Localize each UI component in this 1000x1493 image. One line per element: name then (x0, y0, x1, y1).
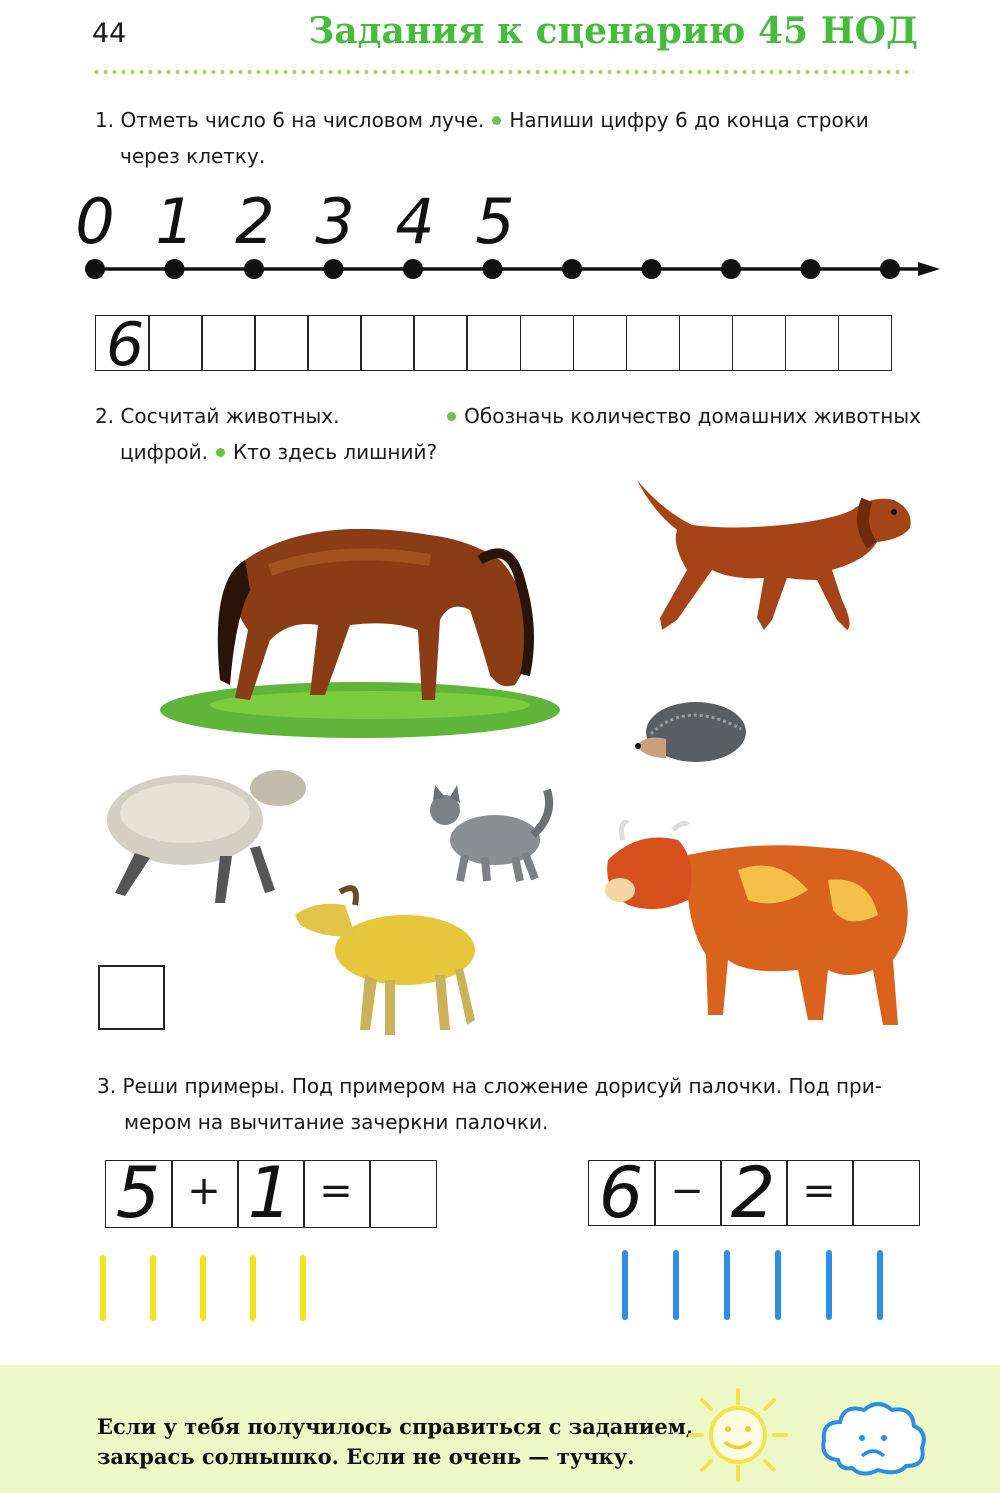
bullet-icon (216, 448, 225, 457)
answer-cell[interactable] (369, 1160, 437, 1228)
ray-point[interactable] (880, 259, 900, 279)
task1-line1: 1. Отметь число 6 на числовом луче. (95, 108, 485, 132)
ray-point[interactable] (721, 259, 741, 279)
counting-stick[interactable] (100, 1255, 106, 1321)
write-cell[interactable] (148, 315, 203, 371)
bullet-icon (447, 412, 456, 421)
task2-line2a: цифрой. (120, 440, 208, 464)
self-assessment-line2: закрась солнышко. Если не очень — тучку. (97, 1444, 635, 1469)
task3-line1: 3. Реши примеры. Под примером на сложение дорисуй палочки. Под при- (97, 1074, 882, 1098)
horse-icon (150, 500, 570, 750)
ray-point[interactable] (165, 259, 185, 279)
sample-digit: 6 (106, 310, 145, 380)
hedgehog-icon (626, 694, 748, 764)
number-ray (70, 185, 950, 295)
self-assessment-line1: Если у тебя получилось справиться с заданием, (97, 1414, 694, 1439)
write-cell[interactable] (201, 315, 256, 371)
ray-label-4: 4 (395, 185, 435, 258)
subtraction-sticks[interactable] (622, 1250, 902, 1322)
number-ray-labels (75, 185, 514, 258)
subtraction-operand-a: 6 (598, 1152, 644, 1234)
counting-stick[interactable] (775, 1250, 781, 1320)
subtraction-example (588, 1152, 918, 1234)
equals-sign: = (319, 1168, 353, 1214)
ray-point[interactable] (244, 259, 264, 279)
write-cell[interactable] (466, 315, 521, 371)
ray-label-1: 1 (155, 185, 195, 258)
task2-line2b: Кто здесь лишний? (233, 440, 438, 464)
counting-stick[interactable] (622, 1250, 628, 1320)
write-cell[interactable] (520, 315, 575, 371)
ray-point[interactable] (801, 259, 821, 279)
sun-icon[interactable] (682, 1385, 794, 1485)
animal-count-answer-box[interactable] (98, 965, 165, 1030)
write-cell[interactable] (679, 315, 734, 371)
counting-stick[interactable] (150, 1255, 156, 1321)
ray-point[interactable] (642, 259, 662, 279)
write-cell[interactable] (307, 315, 362, 371)
task2-instructions (95, 398, 935, 470)
goat-icon (285, 880, 490, 1040)
ray-point[interactable] (403, 259, 423, 279)
equals-sign: = (802, 1168, 836, 1214)
counting-stick[interactable] (200, 1255, 206, 1321)
plus-sign: + (187, 1168, 221, 1214)
ray-label-2: 2 (235, 185, 275, 258)
page-number: 44 (92, 18, 127, 49)
write-cell[interactable] (360, 315, 415, 371)
task1-line2: через клетку. (120, 144, 266, 168)
counting-stick[interactable] (300, 1255, 306, 1321)
write-cell[interactable] (413, 315, 468, 371)
ray-label-0: 0 (75, 185, 115, 258)
digit-writing-row[interactable] (95, 310, 891, 380)
page-title: Задания к сценарию 45 НОД (308, 10, 918, 52)
task3-instructions (97, 1068, 937, 1140)
addition-operand-b: 1 (247, 1152, 293, 1234)
counting-stick[interactable] (724, 1250, 730, 1320)
write-cell[interactable] (785, 315, 840, 371)
write-cell[interactable] (254, 315, 309, 371)
cow-icon (598, 820, 918, 1035)
ray-point[interactable] (324, 259, 344, 279)
counting-stick[interactable] (826, 1250, 832, 1320)
task2-line1b: Обозначь количество домашних животных (464, 404, 921, 428)
ray-point[interactable] (483, 259, 503, 279)
bullet-icon (492, 116, 501, 125)
addition-operand-a: 5 (115, 1152, 161, 1234)
ray-label-3: 3 (315, 185, 355, 258)
ray-point[interactable] (85, 259, 105, 279)
subtraction-operand-b: 2 (730, 1152, 776, 1234)
addition-example (105, 1152, 437, 1234)
cat-icon (425, 785, 560, 885)
addition-sticks[interactable] (100, 1255, 360, 1325)
task3-line2: мером на вычитание зачеркни палочки. (124, 1110, 549, 1134)
task1-line1b: Напиши цифру 6 до конца строки (509, 108, 869, 132)
write-cell[interactable] (626, 315, 681, 371)
dotted-divider (92, 70, 914, 74)
task1-instructions (95, 102, 935, 174)
dog-icon (632, 470, 922, 645)
write-cell[interactable] (95, 310, 150, 380)
ray-point[interactable] (562, 259, 582, 279)
write-cell[interactable] (732, 315, 787, 371)
write-cell[interactable] (573, 315, 628, 371)
ray-label-5: 5 (475, 185, 515, 258)
minus-sign: − (670, 1168, 704, 1214)
sheep-icon (100, 758, 315, 908)
counting-stick[interactable] (877, 1250, 883, 1320)
ray-arrow-icon (918, 262, 940, 276)
cloud-icon[interactable] (818, 1400, 930, 1478)
answer-cell[interactable] (852, 1160, 920, 1226)
counting-stick[interactable] (673, 1250, 679, 1320)
counting-stick[interactable] (250, 1255, 256, 1321)
write-cell[interactable] (838, 315, 893, 371)
task2-line1a: 2. Сосчитай животных. (95, 404, 340, 428)
self-assessment-text (97, 1412, 693, 1472)
